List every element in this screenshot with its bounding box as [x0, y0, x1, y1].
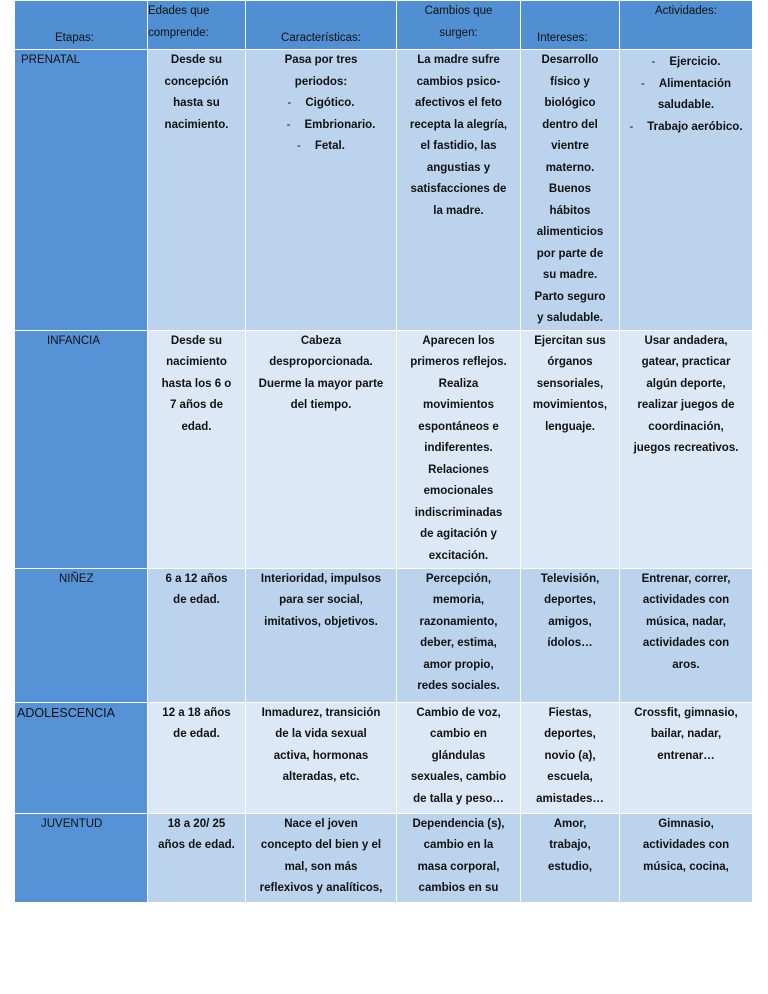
text-line: de edad. [173, 728, 220, 740]
text-line: concepto del bien y el [260, 839, 382, 851]
text-line: Relaciones [428, 463, 489, 476]
text-line: realizar juegos de [637, 399, 735, 411]
text-line: 7 años de [169, 399, 224, 411]
text-line: imitativos, objetivos. [264, 615, 378, 628]
header-caracteristicas-label: Características: [281, 31, 361, 44]
stage-cell: INFANCIA [15, 330, 148, 568]
text-line: gatear, practicar [641, 356, 731, 368]
text-line: La madre sufre [417, 54, 500, 66]
header-caracteristicas [246, 1, 397, 50]
text-line: música, cocina, [643, 860, 729, 873]
periods-list [246, 93, 396, 158]
text-line: sensoriales, [536, 377, 604, 390]
text-line: Televisión, [540, 572, 600, 585]
text-line: glándulas [431, 749, 486, 762]
text-line: indiscriminadas [414, 506, 503, 519]
text-line: por parte de [536, 247, 604, 260]
text-line: espontáneos e [418, 420, 499, 433]
text-line: Ejercitan sus [534, 334, 606, 347]
text-line: años de edad. [158, 839, 235, 851]
header-etapas [15, 1, 148, 50]
text-line: Gimnasio, [658, 817, 714, 830]
text-line: música, nadar, [646, 615, 726, 628]
text-line: alteradas, etc. [282, 771, 360, 783]
text-line: físico y [550, 75, 590, 88]
edades-cell [148, 330, 246, 568]
text-line: satisfacciones de [410, 183, 507, 195]
text-line: angustias y [426, 161, 491, 174]
actividades-cell [620, 568, 753, 702]
text-line: Cambio de voz, [416, 706, 501, 719]
text-line: de agitación y [420, 528, 497, 540]
edades-cell [148, 813, 246, 902]
table-row [15, 702, 753, 813]
text-line: deber, estima, [420, 637, 497, 649]
text-line: de la vida sexual [275, 728, 367, 740]
text-line: vientre [551, 140, 589, 152]
text-line: movimientos, [532, 399, 608, 411]
text-line: actividades con [642, 839, 730, 851]
text-line: actividades con [642, 594, 730, 606]
text-line: Duerme la mayor parte [258, 377, 384, 390]
intereses-cell [521, 813, 620, 902]
intereses-cell [521, 50, 620, 331]
text-line: de edad. [173, 594, 220, 606]
text-line: del tiempo. [290, 399, 352, 411]
header-edades-line1: Edades que [148, 5, 210, 17]
text-line: hasta los 6 o [161, 377, 232, 390]
text-line: amistades… [536, 792, 604, 805]
cambios-cell [397, 330, 521, 568]
table-row [15, 813, 753, 902]
text-line: ídolos… [547, 637, 593, 649]
text-line: Usar andadera, [644, 334, 728, 347]
caracteristicas-cell [246, 50, 397, 331]
text-line: y saludable. [537, 312, 603, 324]
text-line: afectivos el feto [415, 97, 502, 109]
edades-cell [148, 50, 246, 331]
text-line: Dependencia (s), [412, 817, 505, 830]
text-line: 6 a 12 años [165, 572, 228, 585]
text-line: lenguaje. [545, 420, 595, 433]
text-line: mal, son más [284, 860, 358, 873]
intereses-cell [521, 568, 620, 702]
text-line: bailar, nadar, [650, 728, 722, 740]
list-item: - Embrionario. [246, 115, 396, 137]
text-line: biológico [544, 97, 596, 109]
caracteristicas-cell [246, 702, 397, 813]
text-line: recepta la alegría, [409, 118, 508, 131]
text-line: nacimiento. [164, 118, 229, 131]
actividades-cell [620, 50, 753, 331]
actividades-cell [620, 813, 753, 902]
text-line: Desarrollo [541, 54, 599, 66]
stage-cell: PRENATAL [15, 50, 148, 331]
text-line: hasta su [173, 97, 220, 109]
header-cambios-line1: Cambios que [424, 5, 493, 17]
text-line: concepción [164, 75, 229, 88]
text-line: cambios psico- [416, 75, 501, 88]
text-line: actividades con [642, 637, 730, 649]
table-row [15, 568, 753, 702]
text-line: reflexivos y analíticos, [259, 882, 383, 894]
text-line: deportes, [544, 594, 596, 606]
caracteristicas-cell [246, 568, 397, 702]
list-item: - Alimentación saludable. [620, 74, 752, 117]
table-row [15, 50, 753, 331]
text-line: estudio, [547, 860, 593, 873]
cambios-cell [397, 702, 521, 813]
text-line: Parto seguro [534, 290, 606, 303]
header-actividades-label: Actividades: [654, 5, 717, 17]
text-line: dentro del [542, 118, 598, 131]
text-line: cambio en [430, 728, 487, 740]
text-line: razonamiento, [419, 615, 498, 628]
text-line: escuela, [547, 771, 593, 783]
text-line: Buenos [548, 183, 592, 195]
text-line: movimientos [423, 399, 494, 411]
text-line: coordinación, [648, 420, 724, 433]
text-line: Cabeza [300, 334, 342, 347]
edades-cell [148, 568, 246, 702]
text-line: Percepción, [425, 572, 492, 585]
text-line: Desde su [170, 54, 223, 66]
text-line: Interioridad, impulsos [260, 572, 382, 585]
text-line: 12 a 18 años [162, 706, 231, 719]
header-etapas-label: Etapas: [55, 31, 94, 44]
header-intereses [521, 1, 620, 50]
text-line: juegos recreativos. [633, 442, 739, 454]
stage-cell: NIÑEZ [15, 568, 148, 702]
text-line: 18 a 20/ 25 [167, 817, 226, 830]
text-line: materno. [545, 161, 595, 174]
cambios-cell [397, 813, 521, 902]
text-line: cambios en su [418, 882, 499, 894]
text-line: entrenar… [657, 749, 715, 762]
text-line: la madre. [433, 204, 484, 217]
text-line: memoria, [432, 594, 485, 606]
text-line: masa corporal, [417, 860, 500, 873]
text-line: Desde su [170, 334, 223, 347]
cambios-cell [397, 50, 521, 331]
caracteristicas-cell [246, 330, 397, 568]
text-line: Pasa por tres [284, 54, 358, 66]
edades-cell [148, 702, 246, 813]
header-edades [148, 1, 246, 50]
text-line: alimenticios [536, 226, 604, 238]
text-line: sexuales, cambio [410, 771, 507, 783]
text-line: activa, hormonas [273, 749, 369, 762]
stage-cell: ADOLESCENCIA [15, 702, 148, 813]
caracteristicas-cell [246, 813, 397, 902]
text-line: de talla y peso… [413, 792, 504, 805]
header-actividades [620, 1, 753, 50]
text-line: desproporcionada. [269, 356, 373, 368]
list-item: - Cigótico. [246, 93, 396, 115]
text-line: hábitos [549, 204, 591, 217]
text-line: amor propio, [423, 658, 494, 671]
text-line: Nace el joven [284, 817, 358, 830]
text-line: edad. [181, 420, 212, 433]
header-row [15, 1, 753, 50]
text-line: Entrenar, correr, [641, 572, 731, 585]
text-line: cambio en la [423, 839, 494, 851]
text-line: algún deporte, [646, 377, 726, 390]
text-line: Fiestas, [548, 706, 592, 719]
text-line: Amor, [553, 817, 587, 830]
text-line: Inmadurez, transición [261, 706, 381, 719]
text-line: órganos [547, 356, 593, 368]
cambios-cell [397, 568, 521, 702]
text-line: nacimiento [166, 356, 227, 368]
activities-list [620, 52, 752, 138]
text-line: aros. [672, 658, 700, 671]
text-line: Crossfit, gimnasio, [634, 706, 738, 719]
text-line: deportes, [544, 728, 596, 740]
text-line: Aparecen los [422, 334, 495, 347]
text-line: el fastidio, las [420, 140, 497, 152]
header-cambios-line2: surgen: [439, 26, 478, 39]
text-line: para ser social, [279, 594, 363, 606]
table-row [15, 330, 753, 568]
actividades-cell [620, 702, 753, 813]
list-item: - Fetal. [246, 136, 396, 158]
text-line: indiferentes. [424, 442, 493, 454]
intereses-cell [521, 330, 620, 568]
life-stages-table [14, 0, 753, 903]
text-line: su madre. [542, 269, 598, 281]
header-edades-line2: comprende: [148, 26, 209, 39]
text-line: novio (a), [544, 749, 596, 762]
text-line: primeros reflejos. [410, 356, 507, 368]
text-line: redes sociales. [417, 680, 500, 692]
text-line: amigos, [548, 615, 592, 628]
header-intereses-label: Intereses: [537, 31, 588, 44]
text-line: trabajo, [549, 839, 591, 851]
header-cambios [397, 1, 521, 50]
text-line: periodos: [294, 75, 348, 88]
list-item: - Ejercicio. [620, 52, 752, 74]
text-line: excitación. [428, 549, 489, 562]
actividades-cell [620, 330, 753, 568]
text-line: Realiza [438, 377, 479, 390]
list-item: - Trabajo aeróbico. [620, 117, 752, 139]
intereses-cell [521, 702, 620, 813]
stage-cell: JUVENTUD [15, 813, 148, 902]
text-line: emocionales [423, 485, 494, 497]
